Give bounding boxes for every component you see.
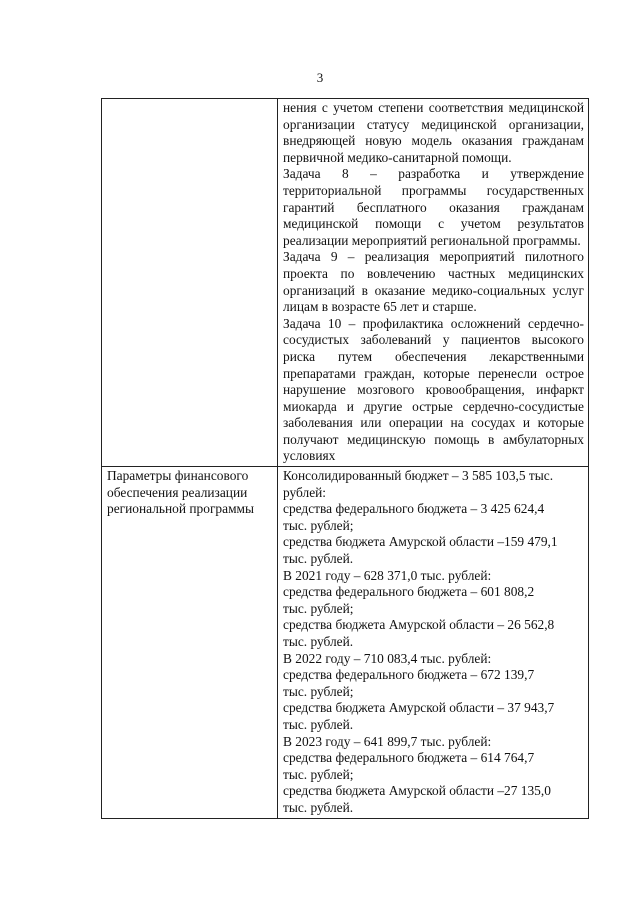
finance-line: тыс. рублей. [283,716,354,732]
finance-line: средства федерального бюджета – 3 425 624,4 [283,501,545,517]
finance-line: Консолидированный бюджет – 3 585 103,5 тыс. [283,468,554,484]
finance-line: В 2022 году – 710 083,4 тыс. рублей: [283,650,492,666]
finance-line: тыс. рублей. [283,799,354,815]
tasks-cell [278,99,589,467]
finance-label-cell [102,467,278,818]
finance-line: средства федерального бюджета – 672 139,7 [283,667,535,683]
task-8-paragraph: Задача 8 – разработка и утверждение территориальной программы государственных гарантий бесплатного оказания гражданам медицинской помощи с учетом результатов реализации мероприятий региональной программы. [283,166,584,248]
task-9-paragraph: Задача 9 – реализация мероприятий пилотного проекта по вовлечению частных медицинских организаций в оказание медико-социальных услуг лицам в возрасте 65 лет и старше. [283,249,584,315]
empty-label-cell [102,99,278,467]
finance-label: Параметры финансового обеспечения реализации региональной программы [107,468,255,517]
finance-line: тыс. рублей; [283,517,354,533]
finance-line: средства бюджета Амурской области – 37 943,7 [283,700,555,716]
task-paragraph-continued: нения с учетом степени соответствия медицинской организации статусу медицинской организации, внедряющей новую модель оказания гражданам первичной медико-санитарной помощи. [283,100,584,165]
finance-line: В 2021 году – 628 371,0 тыс. рублей: [283,567,492,583]
finance-line: средства бюджета Амурской области – 26 562,8 [283,617,555,633]
finance-line: тыс. рублей. [283,634,354,649]
finance-line: средства федерального бюджета – 614 764,7 [283,750,535,766]
finance-line: тыс. рублей; [283,766,354,782]
finance-line: тыс. рублей. [283,551,354,567]
finance-line: рублей: [283,484,327,500]
page-number: 3 [316,70,324,85]
finance-line: средства бюджета Амурской области –27 135,0 [283,783,551,799]
finance-line: средства федерального бюджета – 601 808,2 [283,584,535,600]
task-10-paragraph: Задача 10 – профилактика осложнений сердечно-сосудистых заболеваний у пациентов высокого риска путем обеспечения лекарственными препаратами граждан, которые перенесли острое нарушение мозгового кровообращения, инфаркт миокарда и другие острые сердечно-сосудистые заболевания или операции на сосудах и которые получают медицинскую помощь в амбулаторных условиях [283,315,584,464]
finance-values-cell [278,467,589,818]
table-row-finance [102,467,589,818]
finance-line: средства бюджета Амурской области –159 479,1 [283,534,558,550]
finance-line: тыс. рублей; [283,600,354,616]
finance-line: В 2023 году – 641 899,7 тыс. рублей: [283,733,492,749]
finance-line: тыс. рублей; [283,683,354,699]
program-passport-table [101,98,589,819]
table-row-tasks [102,99,589,467]
